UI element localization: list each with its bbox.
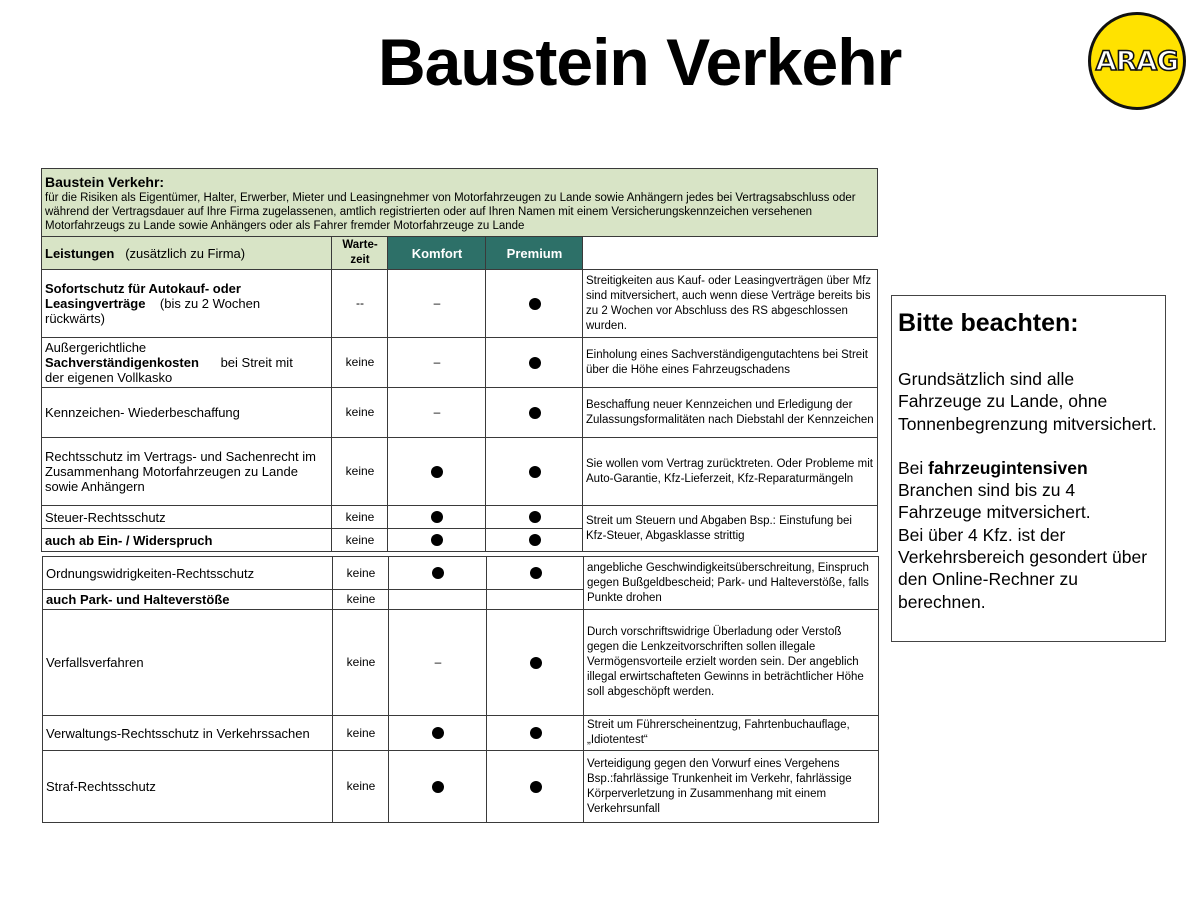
wait-cell: keine [333,751,389,823]
description-cell: Streit um Steuern und Abgaben Bsp.: Einstufung bei Kfz-Steuer, Abgasklasse strittig [583,506,878,552]
komfort-cell [389,716,487,751]
premium-cell [487,610,584,716]
logo-text: ARAG [1095,45,1179,77]
included-dot-icon [529,298,541,310]
description-cell: Einholung eines Sachverständigengutachtens bei Streit über die Höhe eines Fahrzeugschadens [583,338,878,388]
table-row [42,388,878,438]
row-label: auch Park- und Halteverstöße [46,592,230,607]
included-dot-icon [432,781,444,793]
included-dot-icon [529,511,541,523]
wait-cell: keine [332,338,388,388]
wait-cell: keine [333,716,389,751]
notice-heading: Bitte beachten: [898,309,1079,337]
table-row [43,751,879,823]
komfort-cell [389,557,487,590]
wait-cell: keine [332,506,388,529]
column-premium: Premium [486,237,583,270]
row-label: Verwaltungs-Rechtsschutz in Verkehrssachen [43,716,333,751]
wait-cell: keine [333,590,389,610]
notice-text: Bei [898,457,929,478]
coverage-table [41,168,878,552]
included-dot-icon [529,534,541,546]
wait-cell: keine [332,529,388,552]
row-label-note: (bis zu 2 Wochen [159,296,261,311]
included-dot-icon [530,727,542,739]
table-row [43,716,879,751]
table-row [42,506,878,529]
arag-logo [1088,12,1186,110]
row-label-bold: Leasingverträge [45,296,146,311]
column-leistungen [42,237,332,270]
row-label: Ordnungswidrigkeiten-Rechtsschutz [43,557,333,590]
column-wartezeit: Warte-zeit [332,237,388,270]
komfort-cell: – [388,270,486,338]
premium-cell [487,751,584,823]
notice-text: Branchen sind bis zu 4 Fahrzeuge mitversichert. [898,480,1091,523]
description-cell: Sie wollen vom Vertrag zurücktreten. Oder Probleme mit Auto-Garantie, Kfz-Lieferzeit, Kfz-Reparaturmängeln [583,438,878,506]
description-cell: Streitigkeiten aus Kauf- oder Leasingverträgen über Mfz sind mitversichert, auch wenn diese Verträge bereits bis zu 2 Wochen vor Abschluss des RS abgeschlossen wurden. [583,270,878,338]
description-cell: Streit um Führerscheinentzug, Fahrtenbuchauflage, „Idiotentest“ [584,716,879,751]
included-dot-icon [431,511,443,523]
row-label: Rechtsschutz im Vertrags- und Sachenrecht im Zusammenhang Motorfahrzeugen zu Lande sowie Anhängern [42,438,332,506]
coverage-table-continued [42,556,879,823]
komfort-cell: – [389,610,487,716]
included-dot-icon [432,727,444,739]
table-row [42,270,878,338]
komfort-cell [389,751,487,823]
included-dot-icon [431,534,443,546]
premium-cell [486,529,583,552]
komfort-cell [388,506,486,529]
description-cell: Beschaffung neuer Kennzeichen und Erledigung der Zulassungsformalitäten nach Diebstahl der Kennzeichen [583,388,878,438]
table-header [42,169,878,237]
wait-cell: keine [332,388,388,438]
slide-title: Baustein Verkehr [378,25,902,99]
row-label-note: bei Streit mit [220,355,293,370]
description-cell: angebliche Geschwindigkeitsüberschreitung, Einspruch gegen Bußgeldbescheid; Park- und Halteverstöße, falls Punkte drohen [584,557,879,610]
premium-cell [486,388,583,438]
notice-paragraph: Grundsätzlich sind alle Fahrzeuge zu Lande, ohne Tonnenbegrenzung mitversichert. [898,369,1157,434]
wait-cell: keine [333,610,389,716]
table-row [42,438,878,506]
row-label: Straf-Rechtsschutz [43,751,333,823]
table-header-title: Baustein Verkehr: [45,173,165,190]
premium-cell [486,438,583,506]
row-label: Kennzeichen- Wiederbeschaffung [42,388,332,438]
column-komfort: Komfort [388,237,486,270]
wait-cell: keine [332,438,388,506]
premium-cell [486,270,583,338]
table-row [43,610,879,716]
included-dot-icon [431,466,443,478]
komfort-cell [388,438,486,506]
row-label-note2: rückwärts) [45,311,105,326]
included-dot-icon [529,357,541,369]
row-label-bold: Sachverständigenkosten [45,355,199,370]
included-dot-icon [529,466,541,478]
row-label-note2: der eigenen Vollkasko [45,370,173,385]
row-label: Außergerichtliche [45,340,147,355]
included-dot-icon [530,781,542,793]
description-cell: Durch vorschriftswidrige Überladung oder Verstoß gegen die Lenkzeitvorschriften sollen illegale Vermögensvorteile erzielt worden sein. Der angeblich illegal erwirtschafteten Gewinns in beträchtlicher Höhe soll abgeschöpft werden. [584,610,879,716]
column-leistungen-note: (zusätzlich zu Firma) [125,245,246,261]
komfort-cell: – [388,338,486,388]
included-dot-icon [530,567,542,579]
komfort-cell [388,529,486,552]
row-label: auch ab Ein- / Widerspruch [45,532,213,548]
notice-emphasis: fahrzeugintensiven [928,457,1088,478]
komfort-cell: – [388,388,486,438]
premium-cell [486,338,583,388]
notice-paragraph [898,457,1159,524]
premium-cell [487,716,584,751]
notice-paragraph: Bei über 4 Kfz. ist der Verkehrsbereich gesondert über den Online-Rechner zu berechnen. [898,524,1148,612]
wait-cell: keine [333,557,389,590]
table-row [42,338,878,388]
premium-cell [487,557,584,590]
description-cell: Verteidigung gegen den Vorwurf eines Vergehens Bsp.:fahrlässige Trunkenheit im Verkehr, fahrlässige Körperverletzung in Zusammenhang mit einem Verkehrsunfall [584,751,879,823]
premium-cell [486,506,583,529]
row-label: Steuer-Rechtsschutz [42,506,332,529]
table-row [43,557,879,590]
table-header-text: für die Risiken als Eigentümer, Halter, Erwerber, Mieter und Leasingnehmer von Motorfahrzeugen zu Lande sowie Anhängern jedes bei Vertragsabschluss oder während der Vertragsdauer auf Ihre Firma zugelassenen, amtlich registrierten oder auf Ihren Namen mit einem Versicherungskennzeichen versehenen Motorfahrzeugs zu Lande sowie Anhängers oder als Fahrer fremder Motorfahrzeuge zu Lande [45,191,856,232]
wait-cell: -- [332,270,388,338]
included-dot-icon [529,407,541,419]
row-label: Sofortschutz für Autokauf- oder [45,281,241,296]
included-dot-icon [432,567,444,579]
included-dot-icon [530,657,542,669]
notice-box [891,295,1166,642]
column-leistungen-label: Leistungen [45,245,115,261]
row-label: Verfallsverfahren [43,610,333,716]
